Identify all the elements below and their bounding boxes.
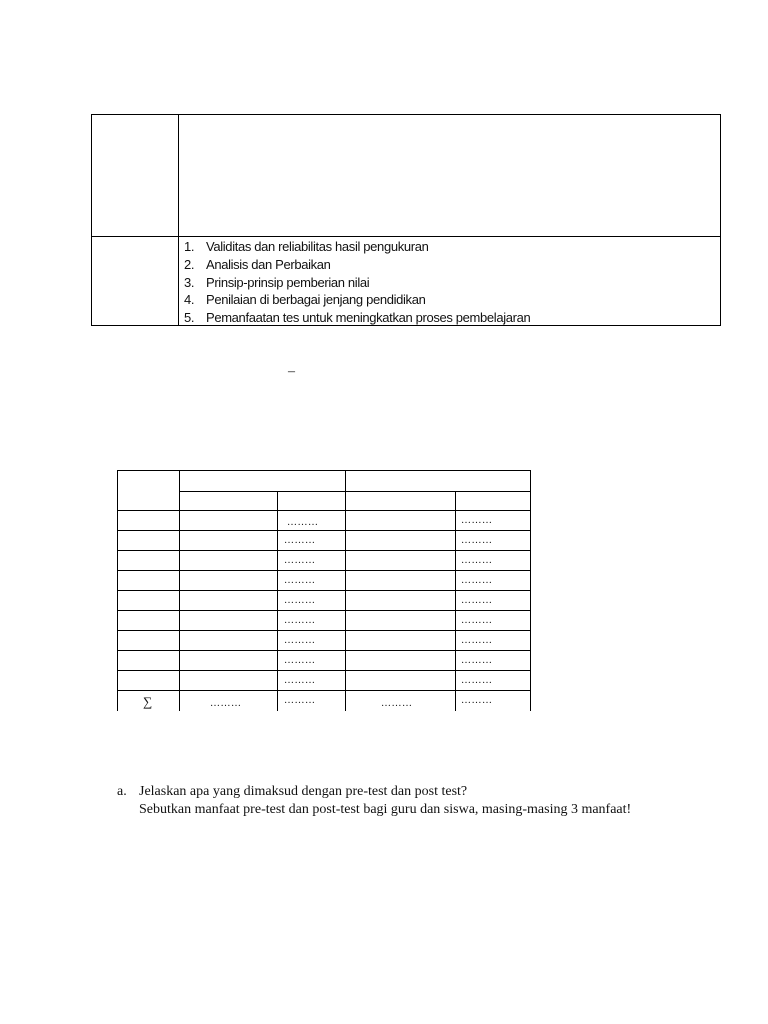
list-text: Pemanfaatan tes untuk meningkatkan proses pembelajaran — [206, 310, 531, 326]
table-rule — [277, 491, 278, 711]
blank-dots: ……… — [461, 595, 493, 606]
question-line-1: Jelaskan apa yang dimaksud dengan pre-test dan post test? — [139, 784, 468, 799]
blank-dots: ……… — [381, 698, 413, 709]
blank-dots: ……… — [461, 555, 493, 566]
list-text: Penilaian di berbagai jenjang pendidikan — [206, 292, 426, 308]
list-item — [184, 238, 530, 256]
blank-dots: ……… — [461, 575, 493, 586]
topics-list — [184, 238, 530, 327]
blank-dots: ……… — [284, 655, 316, 666]
blank-dots: ……… — [461, 655, 493, 666]
blank-dots: ……… — [287, 517, 319, 528]
list-text: Validitas dan reliabilitas hasil pengukuran — [206, 239, 429, 254]
list-item — [184, 256, 530, 274]
list-number: 4. — [184, 292, 195, 308]
blank-dots: ……… — [284, 615, 316, 626]
blank-dots: ……… — [284, 595, 316, 606]
blank-dots: ……… — [461, 535, 493, 546]
blank-dots: ……… — [284, 635, 316, 646]
blank-dots: ……… — [461, 615, 493, 626]
topics-table — [91, 114, 721, 326]
list-item — [184, 309, 530, 327]
blank-dots: ……… — [284, 675, 316, 686]
question-marker: a. — [117, 784, 127, 799]
table-divider-horizontal — [92, 236, 720, 237]
sum-symbol: ∑ — [143, 694, 153, 709]
table-rule — [179, 470, 180, 711]
blank-dots: ……… — [284, 575, 316, 586]
list-number: 5. — [184, 310, 195, 326]
table-rule — [455, 491, 456, 711]
separator-dash: – — [288, 364, 295, 379]
blank-dots: ……… — [210, 698, 242, 709]
blank-dots: ……… — [284, 555, 316, 566]
table-divider-vertical — [178, 115, 179, 325]
blank-dots: ……… — [461, 675, 493, 686]
list-number: 3. — [184, 274, 195, 290]
blank-dots: ……… — [461, 635, 493, 646]
question-line-2: Sebutkan manfaat pre-test dan post-test bagi guru dan siswa, masing-masing 3 manfaat! — [139, 802, 632, 817]
table-rule — [179, 491, 531, 492]
list-item — [184, 274, 530, 292]
blank-dots: ……… — [461, 695, 493, 706]
blank-dots: ……… — [284, 535, 316, 546]
table-rule — [117, 470, 118, 711]
table-rule — [530, 470, 531, 711]
blank-dots: ……… — [284, 695, 316, 706]
list-item — [184, 291, 530, 309]
list-number: 2. — [184, 256, 195, 272]
table-rule — [345, 470, 346, 711]
list-text: Prinsip-prinsip pemberian nilai — [206, 274, 370, 290]
blank-dots: ……… — [461, 515, 493, 526]
list-text: Analisis dan Perbaikan — [206, 256, 331, 272]
list-number: 1. — [184, 239, 195, 254]
